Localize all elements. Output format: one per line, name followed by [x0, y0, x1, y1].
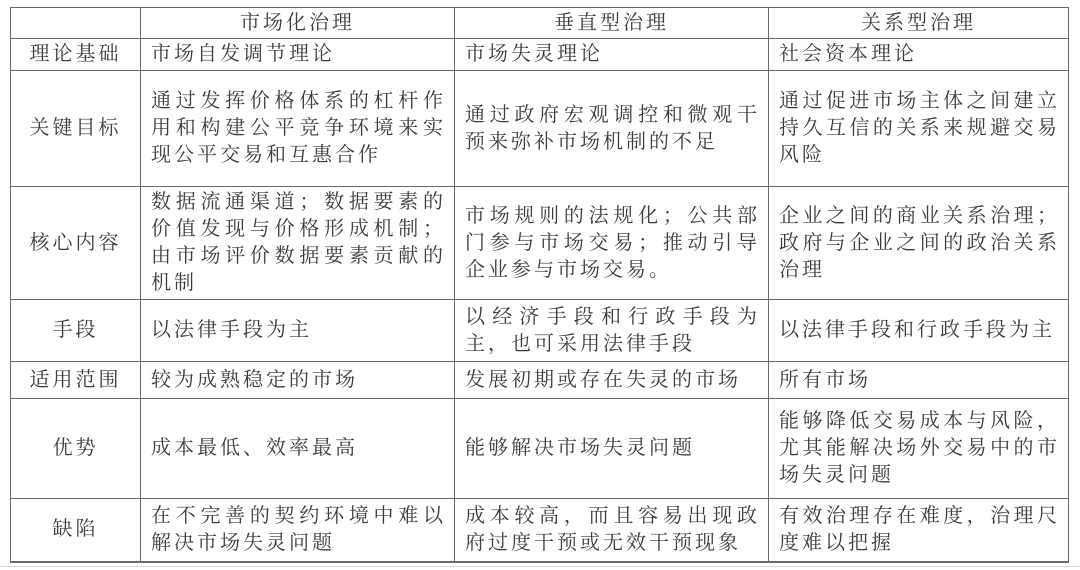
table-cell: 市场自发调节理论 [141, 39, 455, 71]
table-row-core-content [11, 187, 1069, 300]
corner-cell [11, 8, 141, 39]
table-cell: 成本较高，而且容易出现政府过度干预或无效干预现象 [455, 499, 769, 562]
row-header: 缺陷 [11, 499, 141, 562]
table-row-goals [11, 71, 1069, 187]
governance-comparison-table [10, 7, 1069, 563]
table-cell: 以经济手段和行政手段为主，也可采用法律手段 [455, 300, 769, 362]
row-header: 适用范围 [11, 362, 141, 399]
table-cell: 通过发挥价格体系的杠杆作用和构建公平竞争环境来实现公平交易和互惠合作 [141, 71, 455, 187]
table-cell: 能够解决市场失灵问题 [455, 399, 769, 499]
table-cell: 企业之间的商业关系治理；政府与企业之间的政治关系治理 [769, 187, 1069, 300]
row-header: 手段 [11, 300, 141, 362]
table-row-advantages [11, 399, 1069, 499]
table-row-theory [11, 39, 1069, 71]
table-cell: 以法律手段和行政手段为主 [769, 300, 1069, 362]
table-cell: 成本最低、效率最高 [141, 399, 455, 499]
table-cell: 在不完善的契约环境中难以解决市场失灵问题 [141, 499, 455, 562]
table-row-means [11, 300, 1069, 362]
row-header: 关键目标 [11, 71, 141, 187]
table-cell: 发展初期或存在失灵的市场 [455, 362, 769, 399]
table-cell: 有效治理存在难度，治理尺度难以把握 [769, 499, 1069, 562]
table-cell: 所有市场 [769, 362, 1069, 399]
table-cell: 通过促进市场主体之间建立持久互信的关系来规避交易风险 [769, 71, 1069, 187]
table-cell: 市场规则的法规化；公共部门参与市场交易；推动引导企业参与市场交易。 [455, 187, 769, 300]
header-row [11, 8, 1069, 39]
table-cell: 数据流通渠道；数据要素的价值发现与价格形成机制；由市场评价数据要素贡献的机制 [141, 187, 455, 300]
table-row-scope [11, 362, 1069, 399]
column-header-market: 市场化治理 [141, 8, 455, 39]
column-header-relational: 关系型治理 [769, 8, 1069, 39]
table-cell: 较为成熟稳定的市场 [141, 362, 455, 399]
table-cell: 社会资本理论 [769, 39, 1069, 71]
table-row-defects [11, 499, 1069, 562]
row-header: 优势 [11, 399, 141, 499]
table-cell: 能够降低交易成本与风险，尤其能解决场外交易中的市场失灵问题 [769, 399, 1069, 499]
row-header: 理论基础 [11, 39, 141, 71]
column-header-vertical: 垂直型治理 [455, 8, 769, 39]
table-cell: 通过政府宏观调控和微观干预来弥补市场机制的不足 [455, 71, 769, 187]
row-header: 核心内容 [11, 187, 141, 300]
table-cell: 市场失灵理论 [455, 39, 769, 71]
page-bottom-divider [0, 566, 1080, 567]
table-cell: 以法律手段为主 [141, 300, 455, 362]
